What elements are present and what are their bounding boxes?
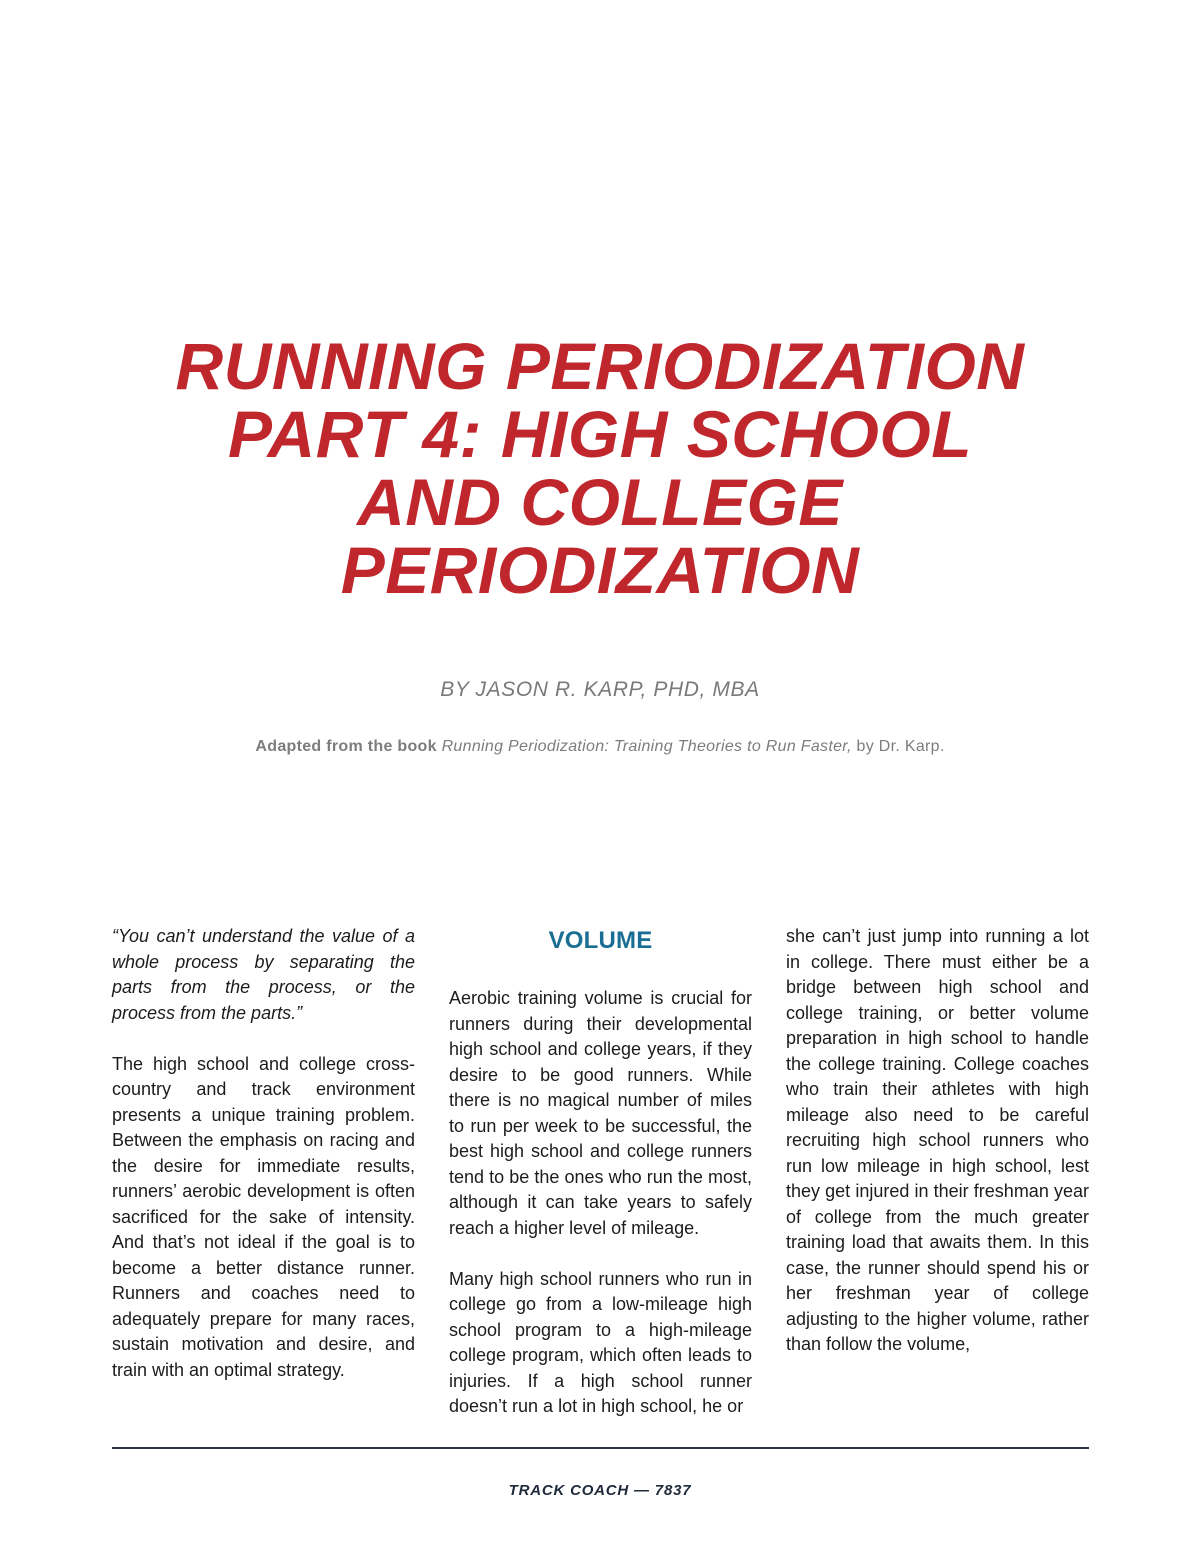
title-line-1: RUNNING PERIODIZATION xyxy=(175,329,1025,403)
source-note xyxy=(0,738,1200,756)
column-3 xyxy=(786,924,1089,1358)
volume-paragraph-2 xyxy=(449,1267,752,1420)
title-line-2: PART 4: HIGH SCHOOL xyxy=(227,397,973,471)
volume-paragraph-2-text: Many high school runners who run in college go from a low-mileage high school program to a high-mileage college program, which often leads to injuries. If a high school runner doesn’t run a lot in high school, he or xyxy=(449,1268,752,1416)
column-2 xyxy=(449,924,752,1420)
footer-rule xyxy=(112,1447,1089,1449)
article-title xyxy=(80,329,1120,607)
title-line-3: AND COLLEGE xyxy=(357,465,843,539)
intro-paragraph: The high school and college cross-country and track environment presents a unique training problem. Between the emphasis on racing and the desire for immediate results, runners’ aerobic development is often sacrificed for the sake of intensity. And that’s not ideal if the goal is to become a better distance runner. Runners and coaches need to adequately prepare for many races, sustain motivation and desire, and train with an optimal strategy. xyxy=(112,1053,415,1380)
source-tail: by Dr. Karp. xyxy=(856,738,945,755)
byline: BY JASON R. KARP, PHD, MBA xyxy=(440,678,760,701)
page-footer: TRACK COACH — 7837 xyxy=(508,1482,692,1499)
epigraph-quote: “You can’t understand the value of a whole process by separating the parts from the process, or the process from the parts.” xyxy=(112,926,415,1023)
source-lead: Adapted from the book xyxy=(255,738,437,755)
column-1 xyxy=(112,924,415,1383)
title-line-4: PERIODIZATION xyxy=(340,533,860,607)
section-heading-volume: VOLUME xyxy=(548,927,653,954)
volume-paragraph-2-continued: she can’t just jump into running a lot in college. There must either be a bridge between high school and college training, or better volume preparation in high school to handle the college training. College coaches who train their athletes with high mileage also need to be careful recruiting high school runners who run low mileage in high school, lest they get injured in their freshman year of college from the much greater training load that awaits them. In this case, the runner should spend his or her freshman year of college adjusting to the higher volume, rather than follow the volume, xyxy=(786,926,1089,1354)
source-book-title: Running Periodization: Training Theories to Run Faster, xyxy=(441,738,852,755)
volume-paragraph-1: Aerobic training volume is crucial for runners during their developmental high school and college years, if they desire to be good runners. While there is no magical number of miles to run per week to be successful, the best high school and college runners tend to be the ones who run the most, although it can take years to safely reach a higher level of mileage. xyxy=(449,988,752,1238)
